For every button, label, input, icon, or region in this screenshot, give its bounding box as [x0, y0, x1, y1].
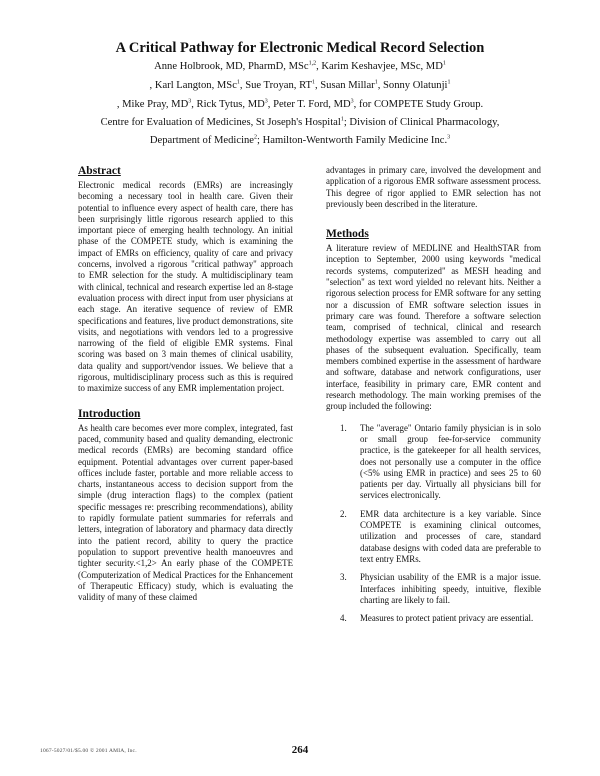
list-item-number: 3.: [340, 572, 347, 583]
authors-line-2: [0, 79, 600, 93]
list-item: [326, 572, 541, 606]
affiliation-text: ; Hamilton-Wentworth Family Medicine Inc.: [257, 135, 448, 146]
affiliation-text: Centre for Evaluation of Medicines, St Joseph's Hospital: [100, 117, 341, 128]
list-item-number: 4.: [340, 613, 347, 624]
author-affiliation-mark: 1: [236, 79, 240, 86]
author-affiliation-mark: 1: [374, 79, 378, 86]
affiliation-mark: 1: [340, 116, 344, 123]
authors-line-3: [0, 98, 600, 112]
affiliation-line-2: [0, 134, 600, 148]
author-name: , Mike Pray, MD: [116, 99, 189, 110]
copyright-footer: 1067-5027/01/$5.00 © 2001 AMIA, Inc.: [40, 748, 137, 754]
paper-title: A Critical Pathway for Electronic Medical Record Selection: [115, 40, 485, 56]
author-affiliation-mark: 3: [264, 98, 268, 105]
methods-text: A literature review of MEDLINE and HealthSTAR from inception to September, 2000 using keywords "medical records systems, computerized" as MESH heading and "selection" as text word yielded no relevant hits. Neither a rigorous selection process for EMR software for any setting nor a discussion of EMR software selection issues in primary care was found. Therefore a software selection team, comprised of technical, clinical and research methodology expertise was assembled to carry out all phases of the subsequent evaluation. Specifically, team members combined expertise in the assessment of hardware and software, database and network configurations, user interface, feasibility in primary care, EMR content and research methodology. The main working premises of the group included the following:: [326, 243, 541, 412]
page-number: 264: [291, 744, 309, 756]
list-item-text: Physician usability of the EMR is a major issue. Interfaces inhibiting speedy, intuitive, flexible charting are likely to fail.: [360, 572, 541, 605]
author-name: , Peter T. Ford, MD: [267, 99, 351, 110]
author-name: , Karl Langton, MSc: [149, 80, 237, 91]
introduction-continued-text: advantages in primary care, involved the development and application of a rigorous EMR software assessment process. This degree of rigor applied to EMR selection has not previously been described in the literature.: [326, 165, 541, 209]
list-item-text: EMR data architecture is a key variable. Since COMPETE is examining clinical outcomes, utilization and processes of care, standard database designs with coded data are preferable to text entry EMRs.: [360, 508, 541, 564]
list-item-text: The "average" Ontario family physician is in solo or small group fee-for-service community practice, is the gatekeeper for all health services, does not personally use a computer in the office (<5% using EMR in practice) and sees 25 to 60 patients per day. Virtually all physicians bill for services electronically.: [360, 422, 541, 501]
author-name: , Rick Tytus, MD: [191, 99, 265, 110]
author-affiliation-mark: 3: [188, 98, 192, 105]
left-column: [78, 165, 293, 603]
list-item: [326, 613, 541, 624]
author-affiliation-mark: 3: [350, 98, 354, 105]
author-affiliation-mark: 1: [442, 60, 446, 67]
author-affiliation-mark: 1: [447, 79, 451, 86]
list-item: [326, 509, 541, 565]
author-name: , Susan Millar: [314, 80, 375, 91]
author-affiliation-mark: 1: [311, 79, 315, 86]
list-item: [326, 423, 541, 502]
methods-heading: Methods: [326, 228, 369, 241]
right-column: [326, 165, 541, 631]
premises-list: [326, 423, 541, 625]
authors-line-1: [0, 60, 600, 74]
affiliation-mark: 3: [447, 134, 451, 141]
abstract-text: Electronic medical records (EMRs) are increasingly becoming a necessary tool in health care. Given their potential to influence every aspect of health care, there has been surprisingly little rigorous research applied to this important piece of emerging health technology. An initial phase of the COMPETE study, which is examining the impact of EMRs on efficiency, quality of care and privacy concerns, involved a rigorous "critical pathway" approach to EMR selection for the study. A multidisciplinary team with clinical, technical and research expertise led an 8-stage evaluation process with direct input from user physicians at each stage. An iterative sequence of review of EMR specifications and features, live product demonstrations, site visits, and negotiations with vendors led to a progressive narrowing of the field of eligible EMR systems. Final scoring was based on 3 main themes of clinical usability, data quality and support/vendor issues. We believe that a rigorous, multidisciplinary process such as this is required to maximize success of any EMR implementation project.: [78, 180, 293, 394]
affiliation-line-1: [0, 116, 600, 130]
introduction-text: As health care becomes ever more complex, integrated, fast paced, community based and quality demanding, electronic medical records (EMRs) are becoming standard office equipment. Potential advantages over current paper-based offices include faster, portable and more reliable access to charts, instantaneous access to decision support from the simple (drug interaction flags) to the complex (patient specific messages re: prescribing recommendations), ability to rapidly formulate patient summaries for referrals and letters, integration of laboratory and pharmacy data directly into the patient record, ability to query the practice population to support preventive health manoeuvres and tighter security.<1,2> An early phase of the COMPETE (Computerization of Medical Practices for the Enhancement of Therapeutic Efficacy) study, which is evaluating the validity of many of these claimed: [78, 422, 293, 603]
author-affiliation-mark: 1,2: [308, 60, 317, 67]
introduction-heading: Introduction: [78, 407, 141, 420]
author-name: , Sonny Olatunji: [377, 80, 448, 91]
affiliation-mark: 2: [254, 134, 258, 141]
list-item-number: 1.: [340, 422, 347, 433]
author-name: Anne Holbrook, MD, PharmD, MSc: [154, 61, 309, 72]
abstract-heading: Abstract: [78, 165, 121, 177]
list-item-text: Measures to protect patient privacy are essential.: [360, 613, 534, 624]
affiliation-text: Department of Medicine: [149, 135, 255, 146]
affiliation-text: ; Division of Clinical Pharmacology,: [343, 117, 500, 128]
author-name: , Sue Troyan, RT: [239, 80, 312, 91]
author-name: , for COMPETE Study Group.: [353, 99, 484, 110]
list-item-number: 2.: [340, 508, 347, 519]
author-name: , Karim Keshavjee, MSc, MD: [316, 61, 443, 72]
